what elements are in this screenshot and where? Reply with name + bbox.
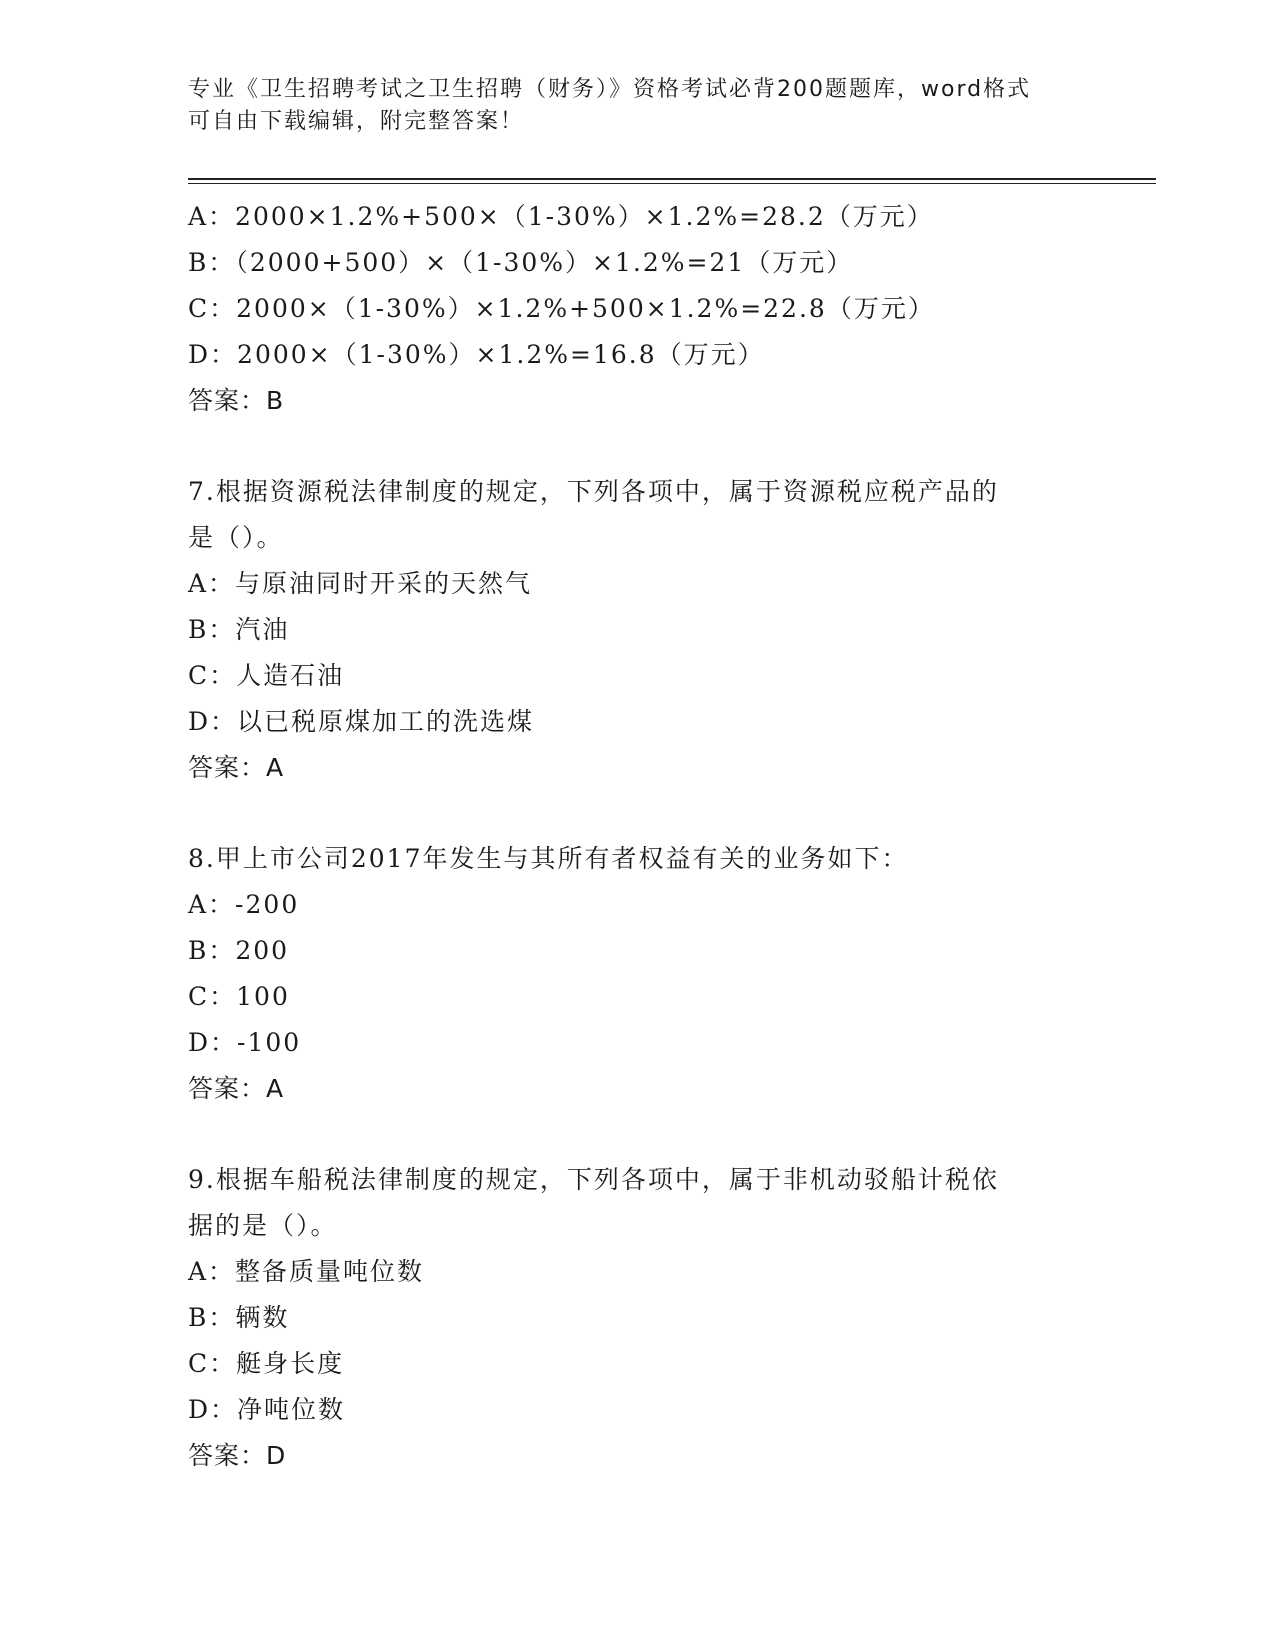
header-divider-thick — [188, 178, 1156, 180]
option-d: D：2000×（1-30%）×1.2%=16.8（万元） — [188, 340, 765, 369]
option-d: D：以已税原煤加工的洗选煤 — [188, 707, 535, 736]
question-stem: 8.甲上市公司2017年发生与其所有者权益有关的业务如下： — [188, 844, 909, 873]
spacer — [188, 424, 1088, 469]
answer-line: 答案：A — [188, 1074, 285, 1103]
spacer — [188, 791, 1088, 836]
question-stem: 9.根据车船税法律制度的规定，下列各项中，属于非机动驳船计税依 — [188, 1165, 999, 1194]
header-line-1: 专业《卫生招聘考试之卫生招聘（财务）》资格考试必背200题题库，word格式 — [188, 77, 1032, 102]
option-d: D：净吨位数 — [188, 1395, 346, 1424]
question-stem: 7.根据资源税法律制度的规定，下列各项中，属于资源税应税产品的 — [188, 477, 999, 506]
question-stem-cont: 据的是（）。 — [188, 1211, 338, 1240]
option-a: A：2000×1.2%+500×（1-30%）×1.2%=28.2（万元） — [188, 202, 934, 231]
option-a: A：整备质量吨位数 — [188, 1257, 425, 1286]
header-line-2: 可自由下载编辑，附完整答案！ — [188, 109, 525, 134]
option-c: C：100 — [188, 982, 290, 1011]
option-b: B：辆数 — [188, 1303, 290, 1332]
option-a: A：与原油同时开采的天然气 — [188, 569, 533, 598]
option-c: C：艇身长度 — [188, 1349, 345, 1378]
header-divider-thin — [188, 183, 1156, 184]
option-c: C：人造石油 — [188, 661, 345, 690]
answer-line: 答案：A — [188, 753, 285, 782]
option-b: B：200 — [188, 936, 290, 965]
document-header — [188, 74, 1088, 138]
question-7 — [188, 469, 1088, 791]
question-8 — [188, 836, 1088, 1112]
option-c: C：2000×（1-30%）×1.2%+500×1.2%=22.8（万元） — [188, 294, 935, 323]
answer-line: 答案：B — [188, 386, 285, 415]
option-b: B：汽油 — [188, 615, 290, 644]
question-list — [188, 194, 1088, 1479]
question-6 — [188, 194, 1088, 424]
answer-line: 答案：D — [188, 1441, 287, 1470]
question-9 — [188, 1157, 1088, 1479]
option-d: D：-100 — [188, 1028, 302, 1057]
option-a: A：-200 — [188, 890, 300, 919]
option-b: B：（2000+500）×（1-30%）×1.2%=21（万元） — [188, 248, 854, 277]
question-stem-cont: 是（）。 — [188, 523, 284, 552]
spacer — [188, 1112, 1088, 1157]
